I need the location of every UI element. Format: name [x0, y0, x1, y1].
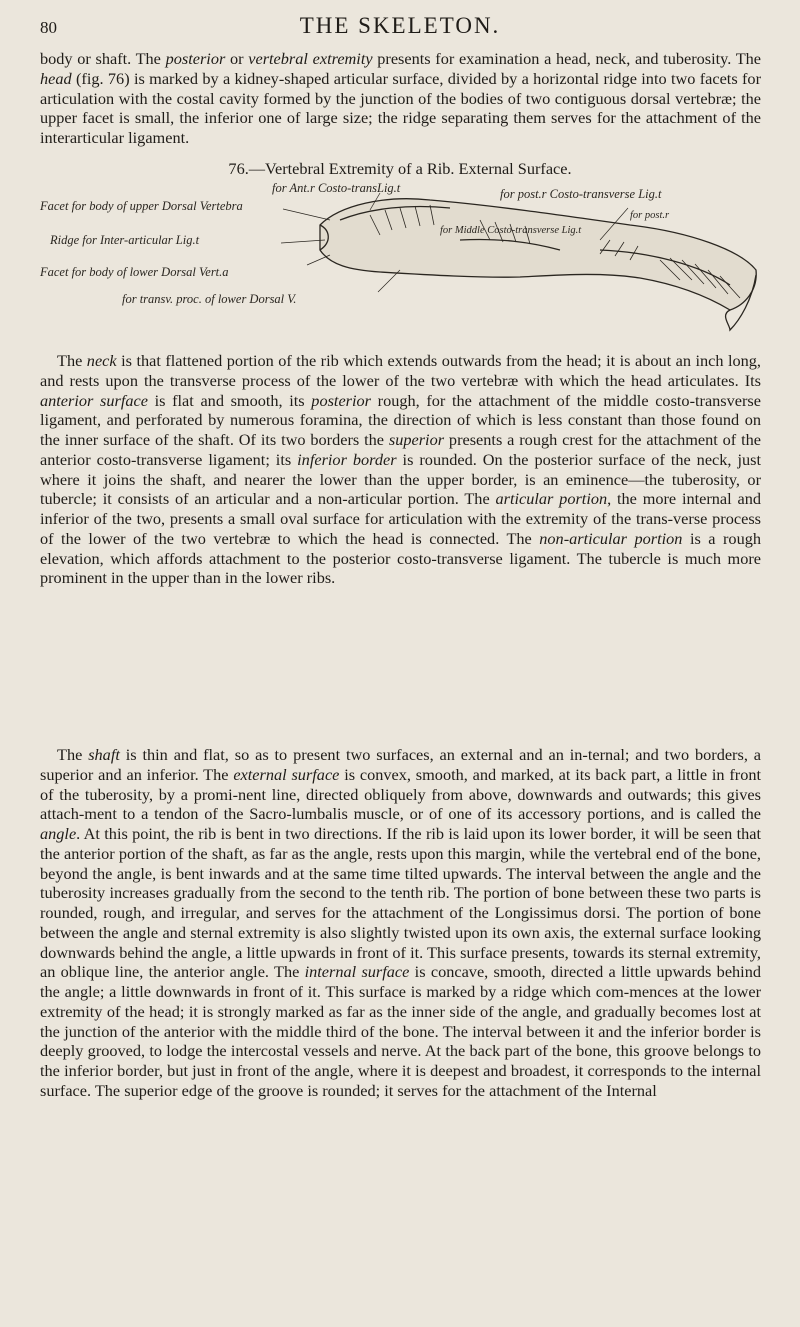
leader-ridge — [281, 240, 325, 243]
label-facet-lower: Facet for body of lower Dorsal Vert.a — [40, 265, 229, 279]
page-number: 80 — [40, 18, 57, 37]
paragraph-shaft: The shaft is thin and flat, so as to present two surfaces, an external and an in-ternal; and two borders, a superior and an inferior. The external surface is convex, smooth, and marked, at its back part, a little in front of the tuberosity, by a promi-nent line, directed obliquely from above, downwards and outwards; this gives attach-ment to a tendon of the Sacro-lumbalis muscle, or of one of its accessory portions, and is called the angle. At this point, the rib is bent in two directions. If the rib is laid upon its lower border, it will be seen that the anterior portion of the shaft, as far as the angle, rests upon this margin, while the vertebral end of the bone, beyond the angle, is bent inwards and at the same time tilted upwards. The interval between the angle and the tuberosity increases gradually from the second to the tenth rib. The portion of bone between these two parts is rounded, rough, and irregular, and serves for the attachment of the Longissimus dorsi. The portion of bone between the angle and sternal extremity is also slightly twisted upon its own axis, the external surface looking downwards behind the angle, a little upwards in front of it. This surface presents, towards its sternal extremity, an oblique line, the anterior angle. The internal surface is concave, smooth, directed a little upwards behind the angle; a little downwards in front of it. This surface is marked by a ridge which com-mences at the lower extremity of the head; it is strongly marked as far as the inner side of the angle, and gradually becomes lost at the junction of the anterior with the middle third of the bone. The interval between it and the inferior border is deeply grooved, to lodge the intercostal vessels and nerve. At the back part of the bone, this groove belongs to the inferior border, but just in front of the angle, where it is deepest and broadest, it corresponds to the internal surface. The superior edge of the groove is rounded; it serves for the attachment of the Internal — [40, 745, 761, 1100]
label-post-costo: for post.r Costo-transverse Lig.t — [500, 187, 662, 201]
paragraph-neck: The neck is that flattened portion of the rib which extends outwards from the head; it is about an inch long, and rests upon the transverse process of the lower of the two vertebræ with which the head articulates. Its anterior surface is flat and smooth, its posterior rough, for the attachment of the middle costo-transverse ligament, and perforated by numerous foramina, the direction of which is less constant than those found on the inner surface of the shaft. Of its two borders the superior presents a rough crest for the attachment of the anterior costo-transverse ligament; its inferior border is rounded. On the posterior surface of the neck, just where it joins the shaft, and nearer the lower than the upper border, is an eminence—the tuberosity, or tubercle; it consists of an articular and a non-articular portion. The articular portion, the more internal and inferior of the two, presents a small oval surface for articulation with the extremity of the trans-verse process of the lower of the two vertebræ to which the head is connected. The non-articular portion is a rough elevation, which affords attachment to the posterior costo-transverse ligament. The tubercle is much more prominent in the upper than in the lower ribs. — [40, 351, 761, 588]
page-header — [40, 12, 760, 42]
label-ant-costo: for Ant.r Costo-transLig.t — [272, 181, 401, 195]
leader-facet-upper — [283, 209, 330, 220]
label-facet-upper: Facet for body of upper Dorsal Vertebra — [40, 199, 243, 213]
leader-transv — [378, 270, 400, 292]
label-middle-costo: for Middle Costo-transverse Lig.t — [440, 225, 582, 236]
label-transv: for transv. proc. of lower Dorsal V. — [122, 292, 297, 306]
label-ridge: Ridge for Inter-articular Lig.t — [50, 233, 200, 247]
rib-figure — [40, 180, 761, 345]
running-head: THE SKELETON. — [299, 13, 501, 38]
leader-facet-lower — [307, 255, 330, 265]
paragraph-vertebral-extremity: body or shaft. The posterior or vertebral extremity presents for examination a head, neck, and tuberosity. The head (fig. 76) is marked by a kidney-shaped articular surface, divided by a horizontal ridge into two facets for articulation with the costal cavity formed by the junction of the bodies of two contiguous dorsal vertebræ; the upper facet is small, the inferior one of large size; the ridge separating them serves for the attachment of the interarticular ligament. — [40, 49, 762, 147]
figure-caption: 76.—Vertebral Extremity of a Rib. External Surface. — [228, 159, 572, 178]
label-tuberosity: for post.r — [630, 210, 670, 221]
